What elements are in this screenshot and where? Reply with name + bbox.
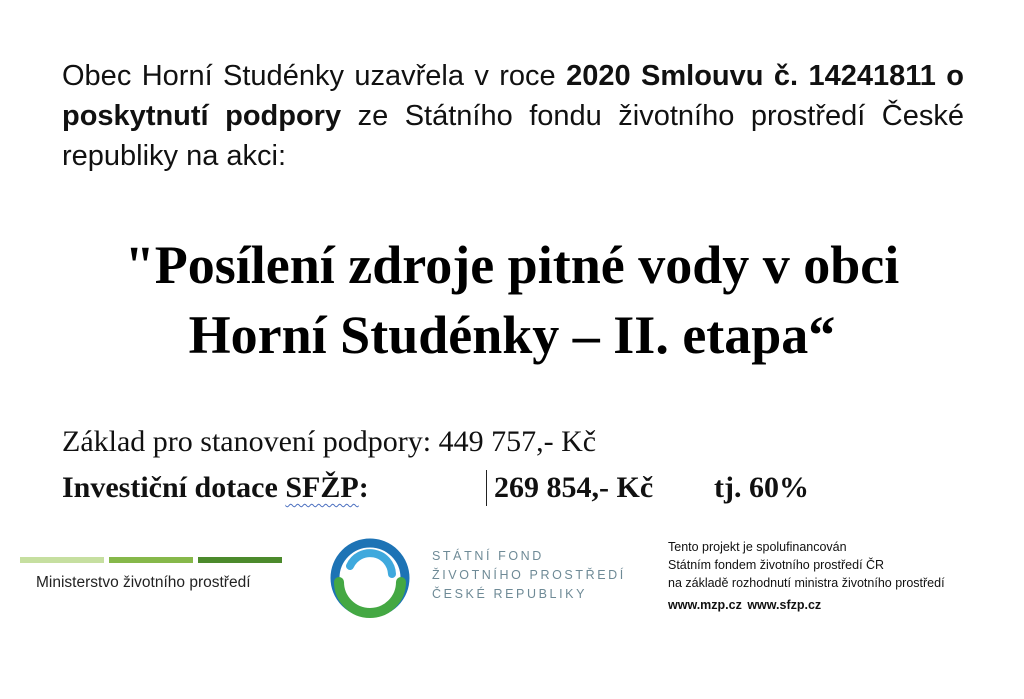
grant-label-suffix: : (358, 471, 369, 504)
sfzp-logo-line-1: STÁTNÍ FOND (432, 549, 544, 563)
project-title-line-2: Horní Studénky – II. etapa“ (188, 305, 836, 365)
contract-reference: 2020 Smlouvu č. 14241811 o poskytnutí podpory (62, 60, 965, 132)
sfzp-logo-line-3: ČESKÉ REPUBLIKY (432, 587, 588, 601)
grant-label (62, 470, 369, 506)
grant-label-sfzp: SFŽP (285, 471, 359, 504)
grant-label-prefix: Investiční dotace (62, 471, 286, 504)
cofinancing-line-3: na základě rozhodnutí ministra životního prostředí (668, 576, 945, 590)
ministry-logo-bar-dark (198, 557, 282, 563)
ministry-logo-text: Ministerstvo životního prostředí (36, 574, 251, 591)
intro-paragraph (62, 56, 964, 176)
ministry-logo-bar-light (20, 557, 104, 563)
sfzp-emblem-center (357, 566, 383, 592)
project-title-line-1: "Posílení zdroje pitné vody v obci (124, 235, 900, 295)
investment-grant-row (62, 470, 962, 508)
project-title (40, 230, 984, 370)
support-basis: Základ pro stanovení podpory: 449 757,- Kč (62, 425, 597, 458)
cofinancing-line-1: Tento projekt je spolufinancován (668, 540, 847, 554)
cofinancing-web-links: www.mzp.cz www.sfzp.cz (668, 598, 822, 612)
grant-percent: tj. 60% (714, 471, 809, 504)
grant-amount: 269 854,- Kč (494, 471, 654, 504)
ministry-logo-bar-mid (109, 557, 193, 563)
sfzp-logo-text (432, 547, 626, 604)
cofinancing-notice (668, 538, 945, 614)
intro-text-end: ze Státního fondu životního prostředí České republiky na akci: (62, 100, 964, 172)
intro-text-start: Obec Horní Studénky uzavřela v roce (62, 60, 567, 92)
ministry-environment-logo (20, 557, 282, 601)
cofinancing-line-2: Státním fondem životního prostředí ČR (668, 558, 885, 572)
sfzp-logo-line-2: ŽIVOTNÍHO PROSTŘEDÍ (432, 568, 626, 582)
text-cursor-divider (486, 470, 487, 506)
sfzp-emblem-icon (330, 538, 410, 618)
ministry-logo-bars (20, 557, 282, 563)
